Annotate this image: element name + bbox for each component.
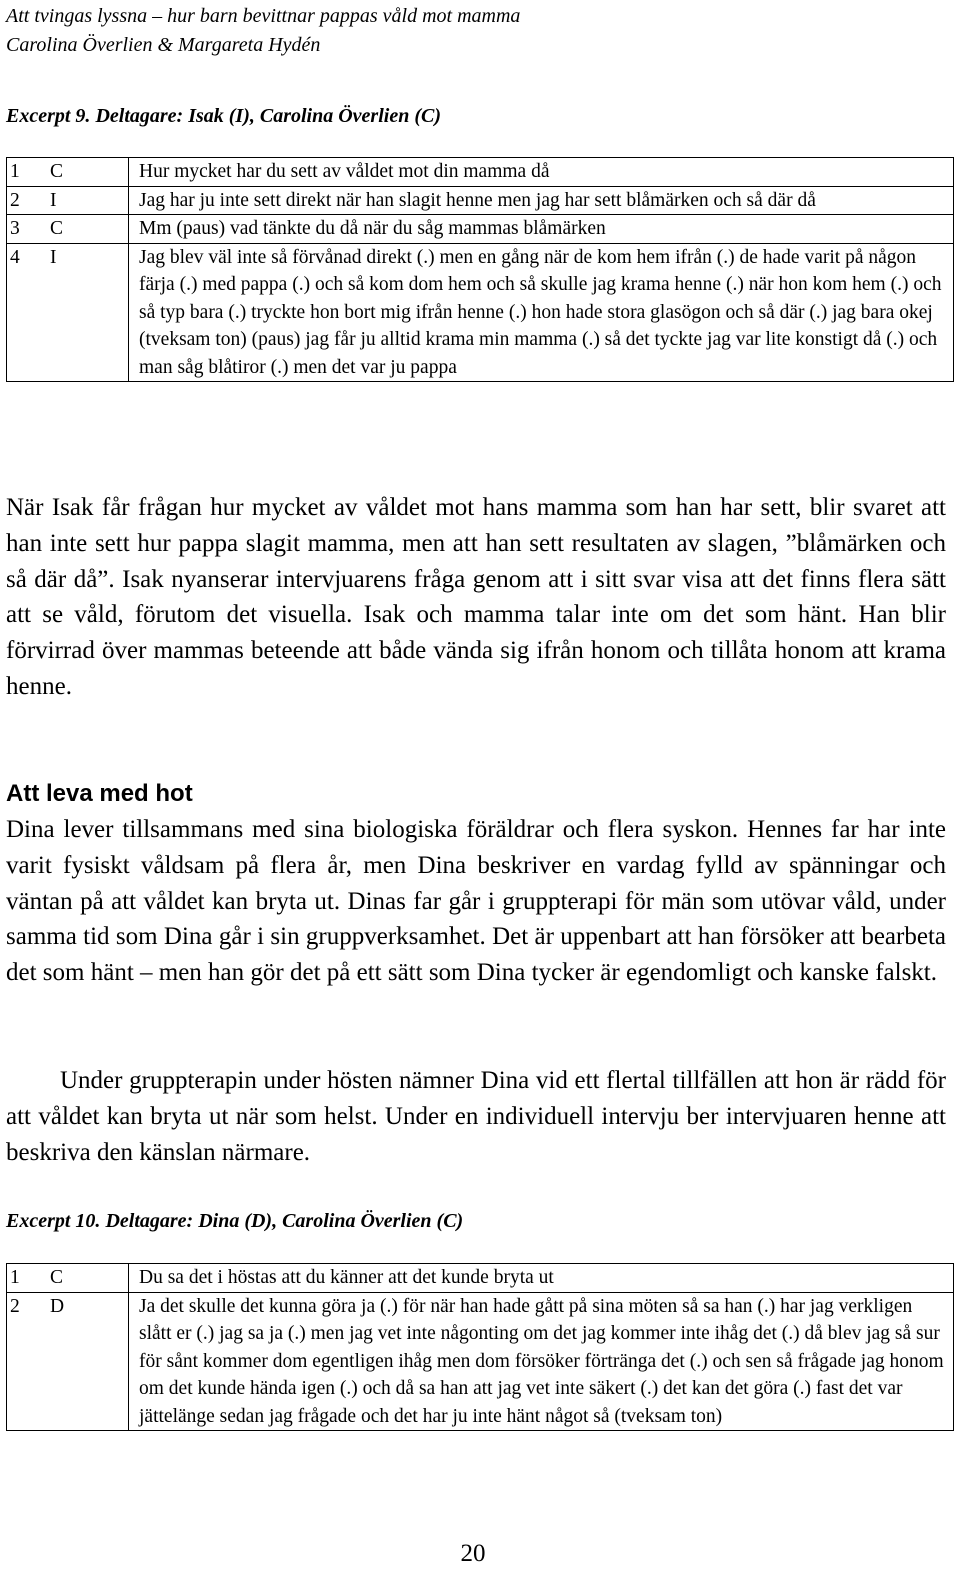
body-paragraph-isak: När Isak får frågan hur mycket av våldet mot hans mamma som han har sett, blir svaret att han inte sett hur pappa slagit mamma, men att han sett resultaten av slagen, ”blåmärken och så där då”. Isak nyanserar intervjuarens fråga genom att i sitt svar visa att det finns flera sätt att se våld, förutom det visuella. Isak och mamma talar inte om det som hänt. Han blir förvirrad över mammas beteende att både vända sig ifrån honom och tillåta honom att krama henne. (6, 494, 946, 700)
excerpt-9-participants: Deltagare: Isak (I), Carolina Överlien (C) (90, 105, 441, 127)
utterance: Mm (paus) vad tänkte du då när du såg mammas blåmärken (129, 215, 954, 244)
speaker: C (40, 215, 129, 244)
excerpt-10-participants: Deltagare: Dina (D), Carolina Överlien (C) (100, 1210, 464, 1232)
line-number: 1 (7, 158, 41, 187)
transcript-row (7, 243, 954, 382)
page-number: 20 (460, 1540, 486, 1567)
speaker: C (40, 1264, 129, 1293)
excerpt-10-title (6, 1208, 463, 1234)
line-number: 3 (7, 215, 41, 244)
running-header-authors: Carolina Överlien & Margareta Hydén (6, 34, 321, 56)
transcript-row (7, 186, 954, 215)
utterance: Jag blev väl inte så förvånad direkt (.) men en gång när de kom hem ifrån (.) de hade varit på någon färja (.) med pappa (.) och så kom dom hem och så skulle jag krama henne (.) när hon kom hem (.) och så typ bara (.) tryckte hon bort mig ifrån henne (.) hon hade stora glasögon och så där (.) jag bara okej (tveksam ton) (paus) jag får ju alltid krama min mamma (.) så det tyckte jag var lite konstigt då (.) och man såg blåtiror (.) men det var ju pappa (129, 243, 954, 382)
excerpt-10-table (6, 1263, 954, 1431)
speaker: I (40, 186, 129, 215)
excerpt-9-title (6, 103, 441, 129)
line-number: 1 (7, 1264, 41, 1293)
line-number: 4 (7, 243, 41, 382)
utterance: Ja det skulle det kunna göra ja (.) för när han hade gått på sina möten så sa han (.) har jag verkligen slått er (.) jag sa ja (.) men jag vet inte någonting om det jag kommer inte ihåg det (.) då blev jag så sur för sånt kommer dom egentligen ihåg men dom försöker förtränga det (.) och sen så frågade jag honom om det kunde hända igen (.) och då sa han att jag vet inte säkert (.) det kan det göra (.) fast det var jättelänge sedan jag frågade och det har ju inte hänt något så (tveksam ton) (129, 1292, 954, 1431)
line-number: 2 (7, 186, 41, 215)
transcript-row (7, 158, 954, 187)
section-heading: Att leva med hot (6, 780, 193, 807)
utterance: Jag har ju inte sett direkt när han slagit henne men jag har sett blåmärken och så där då (129, 186, 954, 215)
excerpt-9-table (6, 157, 954, 382)
excerpt-9-label: Excerpt 9. (6, 105, 91, 127)
speaker: I (40, 243, 129, 382)
speaker: C (40, 158, 129, 187)
transcript-row (7, 215, 954, 244)
speaker: D (40, 1292, 129, 1431)
transcript-row (7, 1264, 954, 1293)
excerpt-10-label: Excerpt 10. (6, 1210, 101, 1232)
running-header (6, 2, 520, 60)
transcript-row (7, 1292, 954, 1431)
running-header-title: Att tvingas lyssna – hur barn bevittnar pappas våld mot mamma (6, 5, 521, 27)
body-paragraph-dina: Dina lever tillsammans med sina biologiska föräldrar och flera syskon. Hennes far har inte varit fysiskt våldsam på flera år, men Dina beskriver en vardag fylld av spänningar och väntan på att våldet kan bryta ut. Dinas far går i gruppterapi för män som utövar våld, under samma tid som Dina går i sin gruppverksamhet. Det är uppenbart att han försöker att bearbeta det som hänt – men han gör det på ett sätt som Dina tycker är egendomligt och kanske falskt. (6, 816, 946, 987)
utterance: Du sa det i höstas att du känner att det kunde bryta ut (129, 1264, 954, 1293)
body-paragraph-grouptherapy: Under gruppterapin under hösten nämner Dina vid ett flertal tillfällen att hon är rädd för att våldet kan bryta ut när som helst. Under en individuell intervju ber intervjuaren henne att beskriva den känslan närmare. (6, 1067, 946, 1166)
line-number: 2 (7, 1292, 41, 1431)
utterance: Hur mycket har du sett av våldet mot din mamma då (129, 158, 954, 187)
